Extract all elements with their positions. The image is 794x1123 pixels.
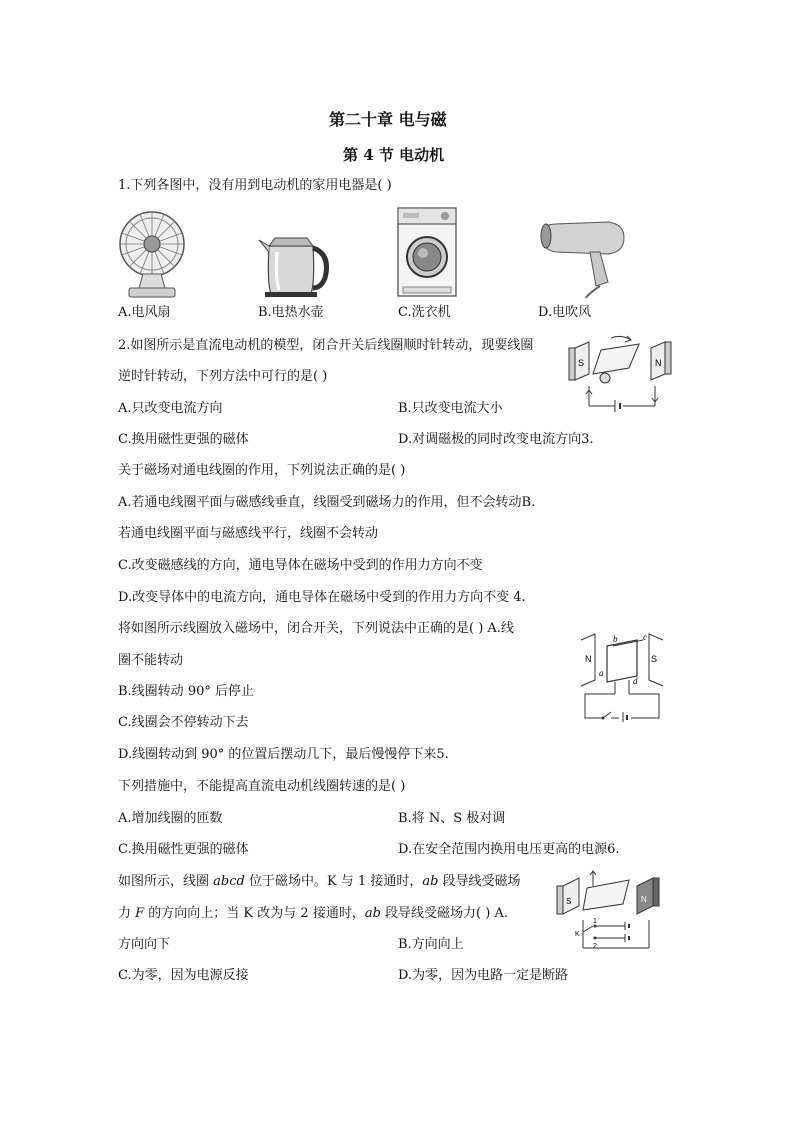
- q2-option-b: B.只改变电流大小: [398, 401, 503, 416]
- q3-option-b-cont: 若通电线圈平面与磁感线平行，线圈不会转动: [118, 526, 379, 541]
- q2-motor-figure: [567, 334, 675, 414]
- q6-segment-name: ab: [364, 906, 381, 921]
- chapter-title: 第二十章 电与磁: [329, 110, 447, 129]
- q6-stem-part: 段导线受磁场力( ) A.: [380, 906, 508, 921]
- q6-stem-line2: [118, 905, 508, 923]
- q4-figure-c-label: c: [643, 632, 647, 642]
- hair-dryer-image: [538, 216, 628, 300]
- q6-coil-name: abcd: [213, 874, 245, 889]
- q2-stem-line2: 逆时针转动，下列方法中可行的是( ): [118, 369, 328, 384]
- q4-option-d: D.线圈转动到 90° 的位置后摆动几下，最后慢慢停下来5.: [118, 747, 449, 762]
- q1-option-d: D.电吹风: [538, 305, 592, 320]
- q2-option-a: A.只改变电流方向: [118, 401, 223, 416]
- q1-option-c: C.洗衣机: [398, 305, 451, 320]
- q4-figure-n-label: N: [585, 654, 592, 664]
- q6-force-symbol: F: [135, 906, 145, 921]
- electric-fan-image: [115, 208, 190, 303]
- q1-option-b: B.电热水壶: [258, 305, 324, 320]
- q2-stem-line1: 2.如图所示是直流电动机的模型，闭合开关后线圈顺时针转动，现要线圈: [118, 338, 534, 353]
- q5-option-d: D.在安全范围内换用电压更高的电源6.: [398, 842, 620, 857]
- q6-stem-line1: [118, 873, 521, 891]
- section-title: 第 4 节 电动机: [343, 146, 445, 164]
- q4-option-c: C.线圈会不停转动下去: [118, 715, 249, 730]
- q6-figure-n-label: N: [641, 895, 647, 904]
- q4-figure-a-label: a: [599, 668, 604, 678]
- q4-option-a-cont: 圈不能转动: [118, 653, 184, 668]
- q4-figure-d-label: d: [633, 676, 638, 686]
- q4-option-b: B.线圈转动 90° 后停止: [118, 684, 254, 699]
- q6-option-b: B.方向向上: [398, 937, 464, 952]
- q1-option-a: A.电风扇: [118, 305, 171, 320]
- q6-motor-figure: [553, 866, 663, 956]
- q2-option-d: D.对调磁极的同时改变电流方向3.: [398, 432, 594, 447]
- q4-figure-b-label: b: [613, 634, 618, 644]
- q3-option-c: C.改变磁感线的方向，通电导体在磁场中受到的作用力方向不变: [118, 558, 483, 573]
- q2-option-c: C.换用磁性更强的磁体: [118, 432, 249, 447]
- q1-stem: 1.下列各图中，没有用到电动机的家用电器是( ): [118, 178, 392, 193]
- q6-stem-part: 段导线受磁场: [438, 874, 521, 889]
- q5-option-b: B.将 N、S 极对调: [398, 811, 506, 826]
- q6-option-a-cont: 方向向下: [118, 937, 171, 952]
- q4-figure-s-label: S: [651, 654, 658, 664]
- electric-kettle-image: [255, 232, 335, 298]
- q6-segment-name: ab: [422, 874, 439, 889]
- q6-figure-k-label: K: [575, 931, 580, 938]
- q6-option-d: D.为零，因为电路一定是断路: [398, 968, 569, 983]
- washing-machine-image: [395, 205, 461, 300]
- q6-figure-s-label: S: [566, 897, 572, 906]
- q5-option-a: A.增加线圈的匝数: [118, 811, 223, 826]
- q6-stem-part: 位于磁场中。K 与 1 接通时，: [244, 874, 423, 889]
- q6-stem-part: 的方向向上；当 K 改为与 2 接通时，: [144, 906, 365, 921]
- q4-coil-figure: [577, 632, 667, 722]
- q6-stem-part: 力: [118, 906, 136, 921]
- q3-option-d: D.改变导体中的电流方向，通电导体在磁场中受到的作用力方向不变 4.: [118, 590, 526, 605]
- q3-option-a: A.若通电线圈平面与磁感线垂直，线圈受到磁场力的作用，但不会转动B.: [118, 495, 536, 510]
- q6-stem-part: 如图所示，线圈: [118, 874, 214, 889]
- q5-option-c: C.换用磁性更强的磁体: [118, 842, 249, 857]
- q3-stem: 关于磁场对通电线圈的作用，下列说法正确的是( ): [118, 463, 406, 478]
- q2-figure-n-label: N: [655, 358, 662, 368]
- q6-figure-2-label: 2: [593, 943, 597, 950]
- q5-stem: 下列措施中，不能提高直流电动机线圈转速的是( ): [118, 779, 406, 794]
- q4-stem: 将如图所示线圈放入磁场中，闭合开关，下列说法中正确的是( ) A.线: [118, 621, 514, 636]
- q2-figure-s-label: S: [578, 358, 585, 368]
- q6-option-c: C.为零，因为电源反接: [118, 968, 249, 983]
- q6-figure-1-label: 1: [593, 918, 597, 925]
